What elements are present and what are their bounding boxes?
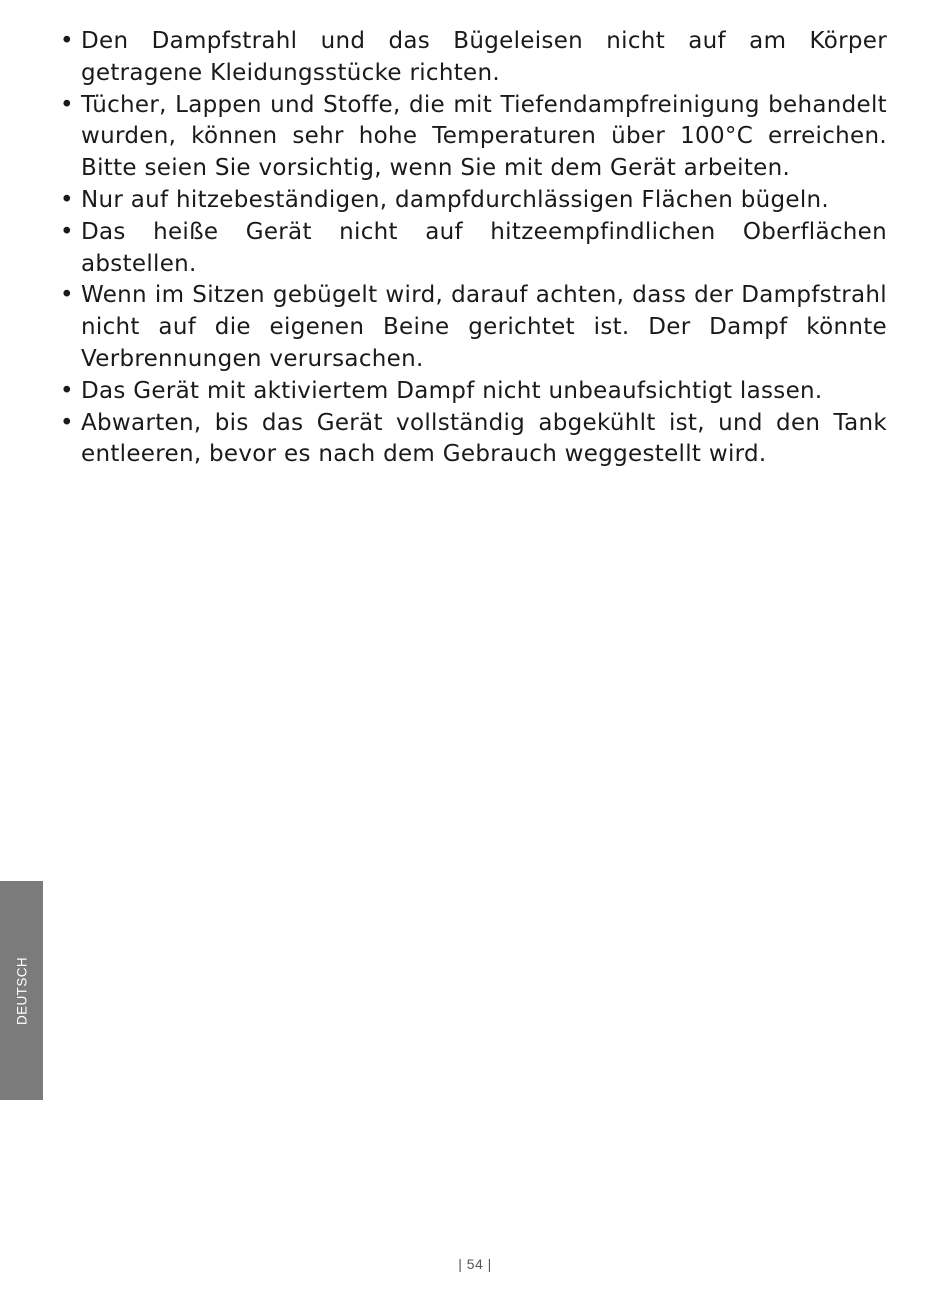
list-item bbox=[60, 408, 887, 472]
list-item-text: Wenn im Sitzen gebügelt wird, darauf achten, dass der Dampfstrahl nicht auf die eigenen Beine gerichtet ist. Der Dampf könnte Verbrennungen verursachen. bbox=[81, 282, 887, 372]
bullet-marker: • bbox=[60, 377, 74, 404]
bullet-marker: • bbox=[60, 28, 74, 54]
bullet-marker: • bbox=[60, 218, 74, 245]
list-item bbox=[60, 217, 887, 281]
bullet-marker: • bbox=[60, 282, 74, 309]
list-item-text: Abwarten, bis das Gerät vollständig abgekühlt ist, und den Tank entleeren, bevor es nach dem Gebrauch weggestellt wird. bbox=[81, 409, 887, 468]
list-item-text: Das Gerät mit aktiviertem Dampf nicht unbeaufsichtigt lassen. bbox=[81, 377, 823, 404]
list-item-text: Das heiße Gerät nicht auf hitzeempfindlichen Oberflächen abstellen. bbox=[81, 218, 887, 277]
page-number: | 54 | bbox=[458, 1256, 492, 1272]
list-item bbox=[60, 185, 887, 217]
bullet-marker: • bbox=[60, 91, 74, 118]
list-item bbox=[60, 90, 887, 185]
list-item-text: Nur auf hitzebeständigen, dampfdurchlässigen Flächen bügeln. bbox=[81, 186, 830, 213]
list-item bbox=[60, 280, 887, 375]
list-item-text: Tücher, Lappen und Stoffe, die mit Tiefendampfreinigung behandelt wurden, können sehr hohe Temperaturen über 100°C erreichen. Bitte seien Sie vorsichtig, wenn Sie mit dem Gerät arbeiten. bbox=[81, 91, 887, 182]
bullet-list bbox=[60, 26, 887, 471]
list-item bbox=[60, 26, 887, 90]
safety-instructions bbox=[60, 26, 887, 471]
language-tab-label: DEUTSCH bbox=[14, 956, 29, 1025]
bullet-marker: • bbox=[60, 186, 74, 213]
language-side-tab bbox=[0, 881, 43, 1100]
list-item-text: Den Dampfstrahl und das Bügeleisen nicht auf am Körper getragene Kleidungsstücke richten. bbox=[81, 28, 887, 86]
list-item bbox=[60, 376, 887, 408]
bullet-marker: • bbox=[60, 409, 74, 436]
